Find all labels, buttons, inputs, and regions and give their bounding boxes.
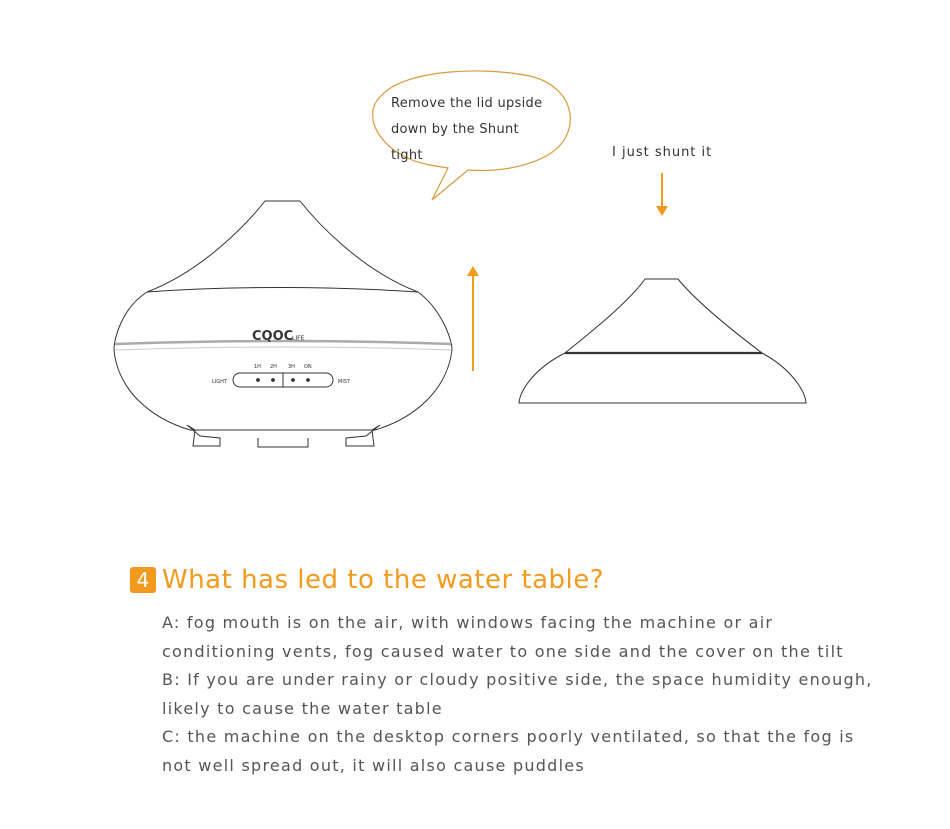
section-number-badge: 4 [130, 567, 156, 593]
mist-button-label: MIST [338, 379, 351, 385]
timer-label-2h: 2H [270, 364, 277, 370]
diffuser-assembled [114, 201, 452, 447]
device-logo-sub: LIFE [292, 335, 305, 342]
lid-inverted [519, 279, 806, 403]
foot-left [187, 425, 220, 446]
answer-line: A: fog mouth is on the air, with windows facing the machine or air [162, 613, 774, 632]
answer-line: conditioning vents, fog caused water to one side and the cover on the tilt [162, 641, 844, 661]
callout-line: Remove the lid upside [391, 96, 543, 111]
callout-line: tight [391, 148, 423, 163]
diffuser-lid [147, 201, 418, 292]
callout-line: down by the Shunt [391, 122, 519, 137]
section-title: What has led to the water table? [162, 565, 605, 595]
answer-line: C: the machine on the desktop corners poorly ventilated, so that the fog is [162, 727, 855, 746]
answer-line: not well spread out, it will also cause puddles [162, 755, 585, 775]
diffuser-body [114, 292, 452, 430]
shunt-label: I just shunt it [612, 145, 713, 160]
timer-label-on: ON [304, 364, 312, 370]
foot-center [258, 438, 308, 447]
light-button-label: LIGHT [212, 379, 227, 385]
up-arrow [467, 266, 479, 371]
timer-label-1h: 1H [254, 364, 261, 370]
lid-seam [147, 288, 418, 293]
answer-line: likely to cause the water table [162, 698, 443, 718]
device-logo: CQOC [252, 329, 294, 344]
answer-line: B: If you are under rainy or cloudy positive side, the space humidity enough, [162, 670, 873, 689]
down-arrow [656, 173, 668, 216]
answer-list [162, 609, 942, 780]
timer-label-3h: 3H [288, 364, 295, 370]
section-header [130, 564, 604, 596]
foot-right [346, 425, 380, 446]
callout-text [391, 91, 571, 169]
